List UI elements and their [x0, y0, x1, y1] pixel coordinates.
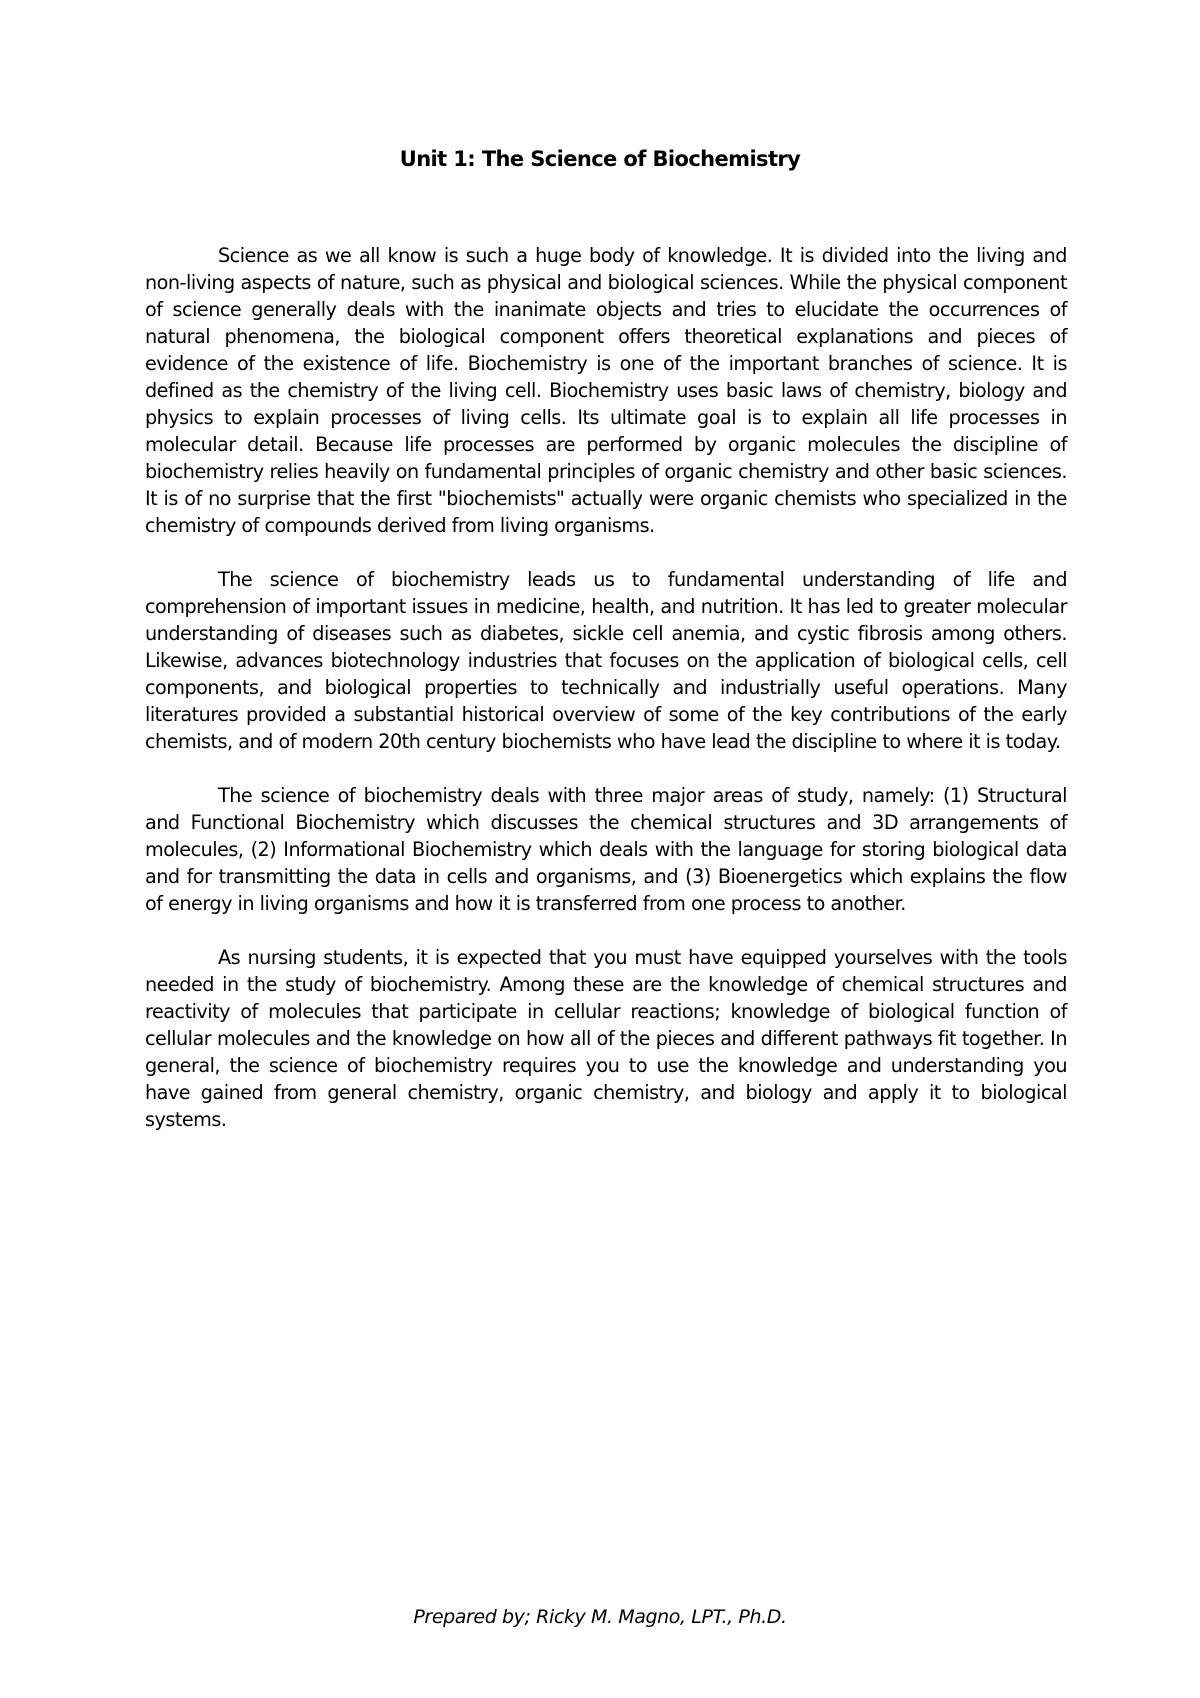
page-title: Unit 1: The Science of Biochemistry [399, 147, 801, 171]
paragraph-2: The science of biochemistry leads us to fundamental understanding of life and comprehension of important issues in medicine, health, and nutrition. It has led to greater molecular understanding of diseases such as diabetes, sickle cell anemia, and cystic fibrosis among others. Likewise, advances biotechnology industries that focuses on the application of biological cells, cell components, and biological properties to technically and industrially useful operations. Many literatures provided a substantial historical overview of some of the key contributions of the early chemists, and of modern 20th century biochemists who have lead the discipline to where it is today. [145, 568, 1067, 753]
document-body [145, 242, 1067, 1160]
paragraph-4: As nursing students, it is expected that you must have equipped yourselves with the tools needed in the study of biochemistry. Among these are the knowledge of chemical structures and reactivity of molecules that participate in cellular reactions; knowledge of biological function of cellular molecules and the knowledge on how all of the pieces and different pathways fit together. In general, the science of biochemistry requires you to use the knowledge and understanding you have gained from general chemistry, organic chemistry, and biology and apply it to biological systems. [145, 946, 1067, 1131]
page-footer: Prepared by; Ricky M. Magno, LPT., Ph.D. [413, 1606, 787, 1628]
paragraph-3: The science of biochemistry deals with three major areas of study, namely: (1) Structural and Functional Biochemistry which discusses the chemical structures and 3D arrangements of molecules, (2) Informational Biochemistry which deals with the language for storing biological data and for transmitting the data in cells and organisms, and (3) Bioenergetics which explains the flow of energy in living organisms and how it is transferred from one process to another. [145, 784, 1067, 915]
paragraph-1: Science as we all know is such a huge body of knowledge. It is divided into the living and non-living aspects of nature, such as physical and biological sciences. While the physical component of science generally deals with the inanimate objects and tries to elucidate the occurrences of natural phenomena, the biological component offers theoretical explanations and pieces of evidence of the existence of life. Biochemistry is one of the important branches of science. It is defined as the chemistry of the living cell. Biochemistry uses basic laws of chemistry, biology and physics to explain processes of living cells. Its ultimate goal is to explain all life processes in molecular detail. Because life processes are performed by organic molecules the discipline of biochemistry relies heavily on fundamental principles of organic chemistry and other basic sciences. It is of no surprise that the first "biochemists" actually were organic chemists who specialized in the chemistry of compounds derived from living organisms. [145, 244, 1067, 537]
